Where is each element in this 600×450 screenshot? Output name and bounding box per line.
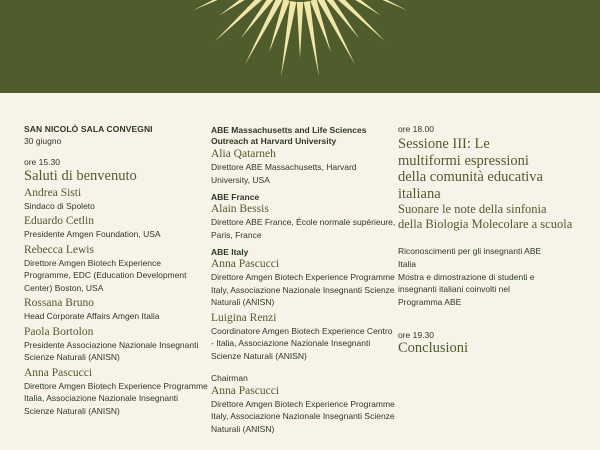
speaker-name: Luigina Renzi bbox=[211, 311, 277, 324]
welcome-column bbox=[24, 124, 209, 417]
sun-ray bbox=[323, 0, 359, 38]
speaker-role: Direttore Amgen Biotech Experience Programme Italia, Associazione Nazionale Insegnanti Scienze Naturali (ANISN) bbox=[24, 380, 208, 416]
event-date: 30 giugno bbox=[24, 136, 62, 146]
session-title: Saluti di benvenuto bbox=[24, 168, 137, 184]
group-header: ABE Massachusetts and Life Sciences Outreach at Harvard University bbox=[211, 125, 367, 146]
speaker-role: Presidente Associazione Nazionale Insegnanti Scienze Naturali (ANISN) bbox=[24, 339, 199, 362]
speaker-name: Paola Bortolon bbox=[24, 325, 94, 338]
session-subtitle: Suonare le note della sinfonia della Biologia Molecolare a scuola bbox=[398, 202, 573, 231]
speaker-role: Head Corporate Affairs Amgen Italia bbox=[24, 311, 160, 321]
speaker-role: Direttore Amgen Biotech Experience Programme Italy, Associazione Nazionale Insegnanti Scienze Naturali (ANISN) bbox=[211, 272, 395, 307]
speaker-role: Direttore Amgen Biotech Experience Programme Italy, Associazione Nazionale Insegnanti Scienze Naturali (ANISN) bbox=[211, 398, 395, 434]
speaker-role: Direttore ABE France, École normale supérieure, Paris, France bbox=[211, 217, 396, 240]
abe-column bbox=[211, 125, 396, 435]
chairman-label: Chairman bbox=[211, 373, 248, 383]
speaker-name: Eduardo Cetlin bbox=[24, 215, 94, 227]
session-time: ore 18.00 bbox=[398, 124, 434, 134]
speaker-name: Anna Pascucci bbox=[211, 258, 280, 270]
speaker-role: Direttore Amgen Biotech Experience Programme, EDC (Education Development Center) Boston, USA bbox=[24, 257, 187, 293]
speaker-name: Anna Pascucci bbox=[24, 366, 93, 379]
speaker-role: Coordinatore Amgen Biotech Experience Centro - Italia, Associazione Nazionale Insegnanti Scienze Naturali (ANISN) bbox=[211, 325, 393, 361]
session-time: ore 15.30 bbox=[24, 157, 60, 167]
speaker-role: Sindaco di Spoleto bbox=[24, 200, 95, 211]
list-item: Riconoscimenti per gli insegnanti ABE Italia bbox=[398, 246, 542, 269]
speaker-role: Presidente Amgen Foundation, USA bbox=[24, 229, 161, 239]
sun-ray bbox=[297, 2, 303, 58]
session-three-column bbox=[398, 124, 583, 356]
sunburst-icon bbox=[0, 0, 600, 93]
speaker-name: Anna Pascucci bbox=[211, 384, 280, 397]
header-banner bbox=[0, 0, 600, 93]
list-item: Mostra e dimostrazione di studenti e insegnanti italiani coinvolti nel Programma ABE bbox=[398, 271, 535, 308]
sun-ray bbox=[241, 0, 277, 38]
speaker-name: Rossana Bruno bbox=[24, 297, 94, 309]
session-title: Conclusioni bbox=[398, 339, 469, 356]
group-header: ABE Italy bbox=[211, 247, 249, 257]
venue-label: SAN NICOLÒ SALA CONVEGNI bbox=[24, 124, 153, 134]
group-header: ABE France bbox=[211, 192, 260, 202]
speaker-name: Andrea Sisti bbox=[24, 186, 82, 199]
speaker-name: Rebecca Lewis bbox=[24, 243, 94, 256]
speaker-name: Alain Bessis bbox=[211, 203, 269, 215]
session-time: ore 19.30 bbox=[398, 329, 434, 340]
speaker-role: Direttore ABE Massachusetts, Harvard University, USA bbox=[211, 162, 357, 185]
speaker-name: Alia Qatarneh bbox=[211, 148, 276, 160]
session-title: Sessione III: Le multiformi espressioni della comunità educativa italiana bbox=[398, 136, 543, 202]
